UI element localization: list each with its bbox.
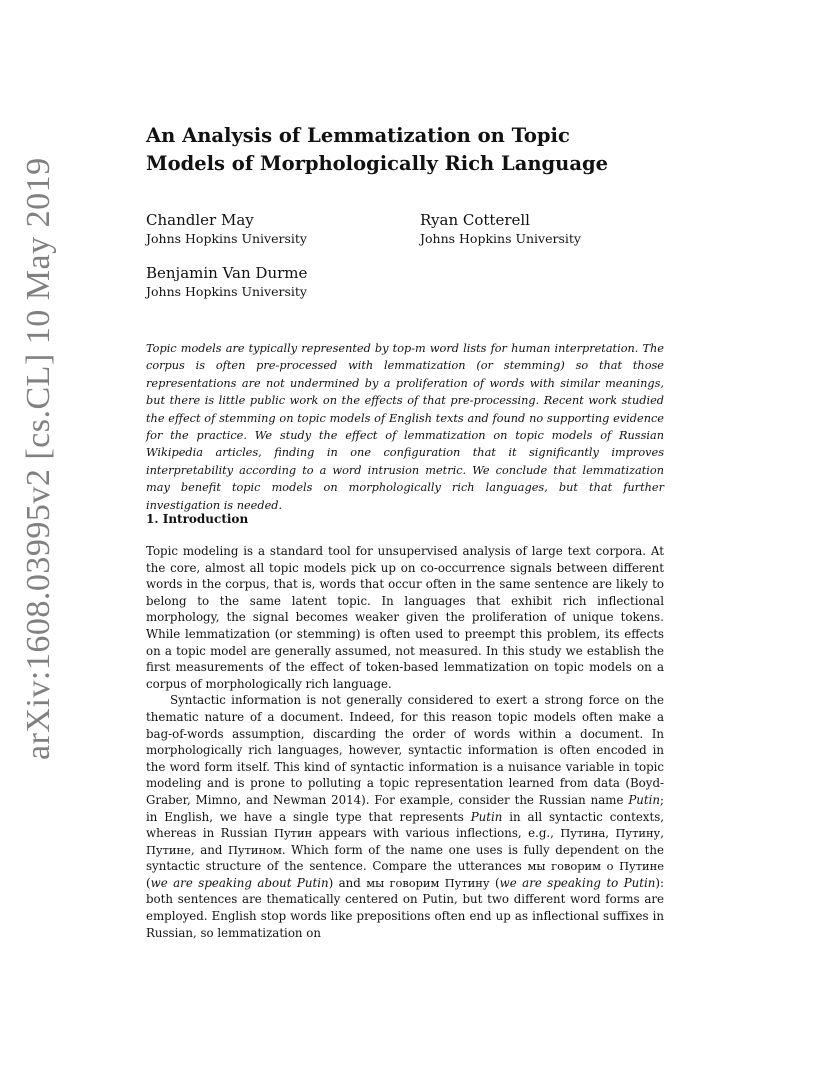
introduction-body bbox=[146, 543, 664, 941]
emphasized-term: Putin bbox=[628, 792, 661, 807]
english-gloss: we are speaking about Putin bbox=[150, 875, 329, 890]
author-affiliation: Johns Hopkins University bbox=[420, 231, 581, 246]
russian-inflection: Путину bbox=[615, 826, 661, 841]
english-gloss: we are speaking to Putin bbox=[499, 875, 656, 890]
paragraph-text: ; in English, we have a single type that represents bbox=[146, 792, 664, 824]
russian-inflection: Путином bbox=[227, 842, 282, 857]
paragraph-text: in all syntactic contexts, whereas in Russian bbox=[146, 809, 665, 841]
section-heading-introduction: 1. Introduction bbox=[146, 512, 249, 526]
paragraph-text: appears with various inflections, e.g., bbox=[312, 826, 561, 841]
emphasized-term: Putin bbox=[470, 809, 503, 824]
russian-utterance: мы говорим о Путине bbox=[527, 859, 664, 874]
body-paragraph-2 bbox=[146, 692, 664, 941]
paper-title-line-1: An Analysis of Lemmatization on Topic bbox=[146, 124, 570, 147]
paper-title-line-2: Models of Morphologically Rich Language bbox=[146, 152, 609, 175]
body-paragraph-1: Topic modeling is a standard tool for unsupervised analysis of large text corpora. At the core, almost all topic models pick up on co-occurrence signals between different words in the corpus, that is, words that occur often in the same sentence are likely to belong to the same latent topic. In languages that exhibit rich inflectional morphology, the signal becomes weaker given the proliferation of unique tokens. While lemmatization (or stemming) is often used to preempt this problem, its effects on a topic model are generally assumed, not measured. In this study we establish the first measurements of the effect of token-based lemmatization on topic models on a corpus of morphologically rich language. bbox=[146, 544, 664, 691]
paragraph-text: . Which form of the name one uses is fully dependent on the syntactic structure of the sentence. Compare the utterances bbox=[146, 842, 664, 874]
russian-word: Путин bbox=[274, 826, 313, 841]
author-affiliation: Johns Hopkins University bbox=[146, 284, 307, 299]
paragraph-text: , bbox=[660, 826, 665, 841]
paragraph-text: , and bbox=[190, 842, 228, 857]
paragraph-text: Syntactic information is not generally considered to exert a strong force on the thematic nature of a document. Indeed, for this reason topic models often make a bag-of-words assumption, discarding the order of words within a document. In morphologically rich languages, however, syntactic information is often encoded in the word form itself. This kind of syntactic information is a nuisance variable in topic modeling and is prone to polluting a topic representation learned from data (Boyd-Graber, Mimno, and Newman 2014). For example, consider the Russian name bbox=[146, 693, 664, 807]
arxiv-identifier-stamp: arXiv:1608.03995v2 [cs.CL] 10 May 2019 bbox=[20, 157, 57, 760]
author-block-2 bbox=[420, 210, 581, 248]
abstract: Topic models are typically represented by top-m word lists for human interpretation. The corpus is often pre-processed with lemmatization (or stemming) so that those representations are not undermined by a proliferation of words with similar meanings, but there is little public work on the effects of that pre-processing. Recent work studied the effect of stemming on topic models of English texts and found no supporting evidence for the practice. We study the effect of lemmatization on topic models of Russian Wikipedia articles, finding in one configuration that it significantly improves interpretability according to a word intrusion metric. We conclude that lemmatization may benefit topic models on morphologically rich languages, but that further investigation is needed. bbox=[146, 342, 664, 512]
russian-inflection: Путине bbox=[146, 842, 191, 857]
author-affiliation: Johns Hopkins University bbox=[146, 231, 307, 246]
paragraph-text: ( bbox=[146, 875, 151, 890]
author-name: Ryan Cotterell bbox=[420, 211, 530, 229]
paragraph-text: , bbox=[605, 826, 616, 841]
paragraph-text: ) and bbox=[328, 875, 367, 890]
author-name: Benjamin Van Durme bbox=[146, 264, 308, 282]
author-block-1 bbox=[146, 210, 307, 248]
paragraph-text: ): both sentences are thematically centered on Putin, but two different word forms are employed. English stop words like prepositions often end up as inflectional suffixes in Russian, so lemmatization on bbox=[146, 875, 664, 940]
russian-inflection: Путина bbox=[560, 826, 606, 841]
paper-title bbox=[146, 122, 608, 178]
paragraph-text: ( bbox=[489, 875, 500, 890]
author-block-3 bbox=[146, 263, 307, 301]
author-name: Chandler May bbox=[146, 211, 254, 229]
russian-utterance: мы говорим Путину bbox=[366, 875, 490, 890]
